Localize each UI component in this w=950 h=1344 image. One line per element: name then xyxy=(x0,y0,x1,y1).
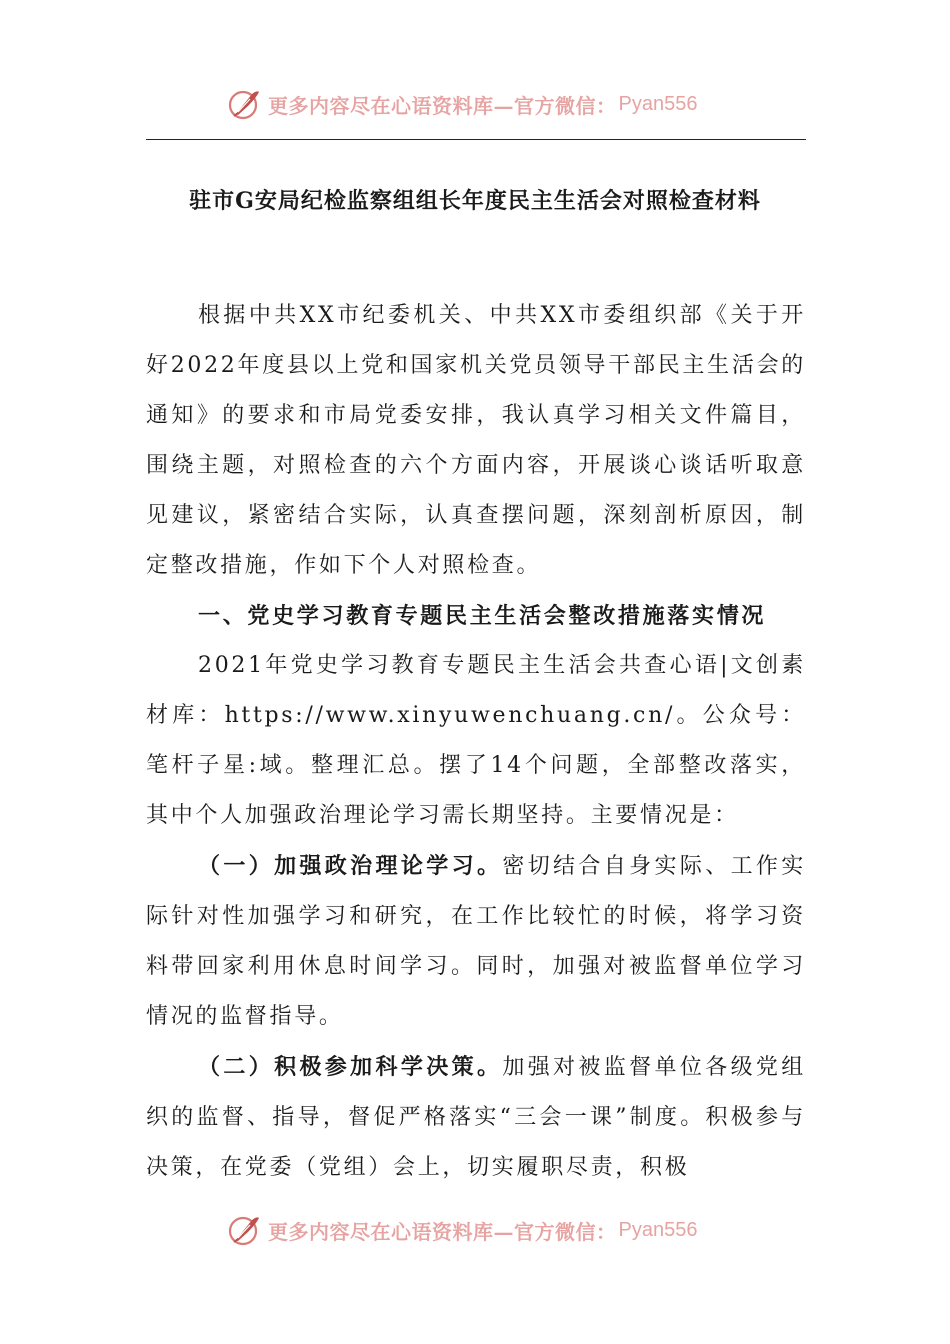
document-body xyxy=(146,291,806,1193)
section-heading: 一、党史学习教育专题民主生活会整改措施落实情况 xyxy=(198,603,767,629)
quill-pen-logo-icon xyxy=(226,1212,262,1248)
watermark-banner-bottom xyxy=(226,1208,697,1252)
watermark-text: 更多内容尽在心语资料库—官方微信： xyxy=(268,93,617,118)
header-rule xyxy=(146,139,806,140)
section-summary-paragraph xyxy=(146,641,806,841)
item-1-paragraph xyxy=(146,841,806,1042)
item-2-text: 加强对被监督单位各级党组织的监督、指导，督促严格落实“三会一课”制度。积极参与决策，在党委（党组）会上，切实履职尽责，积极 xyxy=(146,1055,806,1180)
quill-pen-logo-icon xyxy=(226,86,262,122)
watermark-banner-top xyxy=(226,82,697,126)
intro-paragraph: 根据中共XX市纪委机关、中共XX市委组织部《关于开好2022年度县以上党和国家机关党员领导干部民主生活会的通知》的要求和市局党委安排，我认真学习相关文件篇目，围绕主题，对照检查的六个方面内容，开展谈心谈话听取意见建议，紧密结合实际，认真查摆问题，深刻剖析原因，制定整改措施，作如下个人对照检查。 xyxy=(146,303,806,578)
watermark-handle: Pyan556 xyxy=(618,92,698,115)
item-1-lead: （一）加强政治理论学习。 xyxy=(198,853,503,879)
item-2-paragraph xyxy=(146,1042,806,1193)
watermark-handle: Pyan556 xyxy=(618,1218,698,1241)
section-summary-text: 2021年党史学习教育专题民主生活会共查心语|文创素材库：https://www.xinyuwenchuang.cn/。公众号：笔杆子星:域。整理汇总。摆了14个问题，全部整改落实，其中个人加强政治理论学习需长期坚持。主要情况是： xyxy=(146,653,806,828)
watermark-text: 更多内容尽在心语资料库—官方微信： xyxy=(268,1219,617,1244)
item-2-lead: （二）积极参加科学决策。 xyxy=(198,1054,503,1080)
document-title: 驻市G安局纪检监察组组长年度民主生活会对照检查材料 xyxy=(189,188,761,214)
item-1-text: 密切结合自身实际、工作实际针对性加强学习和研究，在工作比较忙的时候，将学习资料带回家利用休息时间学习。同时，加强对被监督单位学习情况的监督指导。 xyxy=(146,854,806,1029)
